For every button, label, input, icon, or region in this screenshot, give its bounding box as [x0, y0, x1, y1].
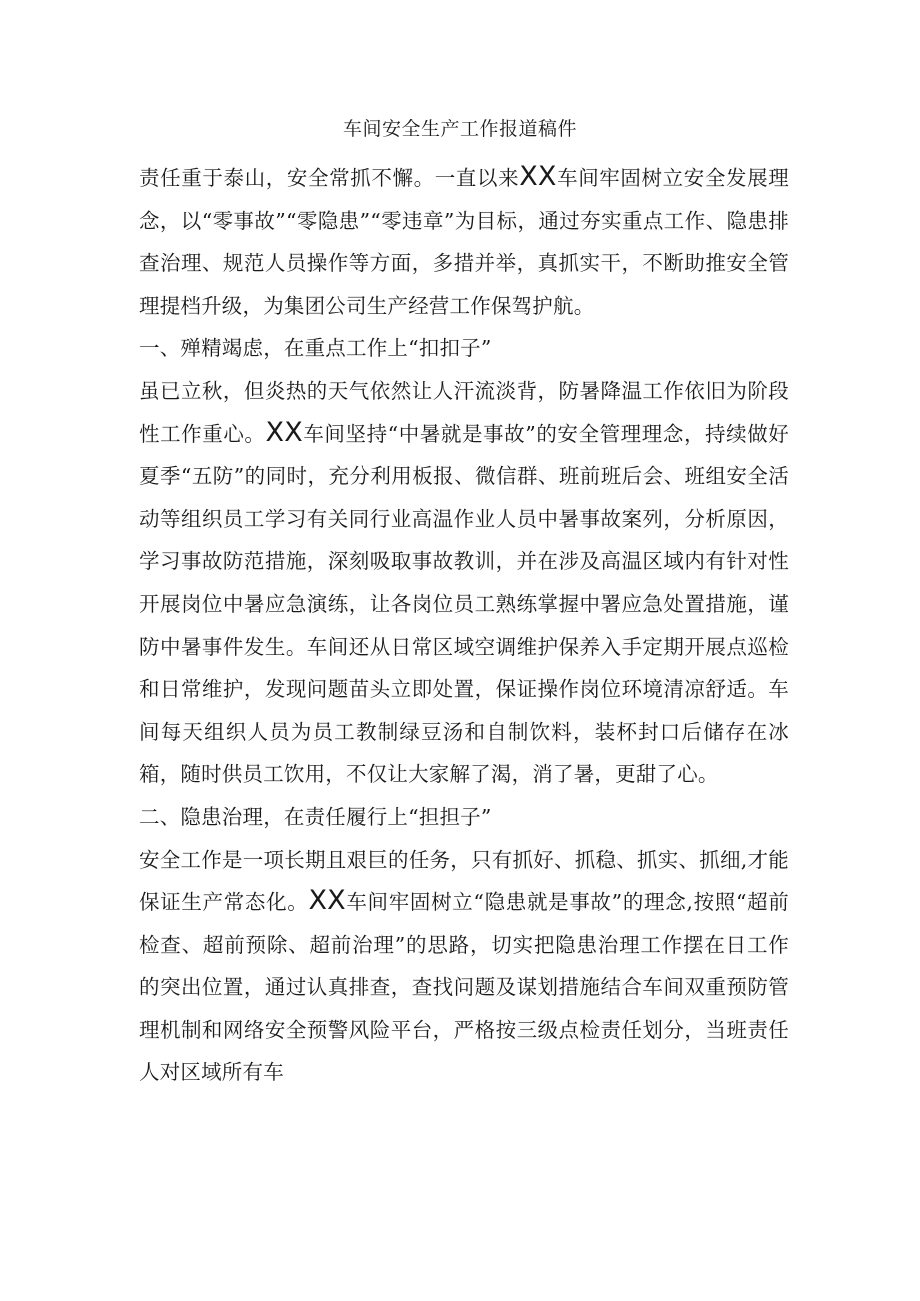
placeholder-xx: XX [519, 161, 557, 192]
document-title: 车间安全生产工作报道稿件 [342, 118, 577, 140]
paragraph-text: 安全工作是一项长期且艰巨的任务，只有抓好、抓稳、抓实、抓细,才能保证生产常态化。 [139, 847, 789, 915]
section-2-paragraph [139, 839, 789, 1095]
document-body [139, 157, 789, 1094]
section-heading-2 [139, 796, 789, 839]
section-1-paragraph [139, 370, 789, 796]
placeholder-xx: XX [265, 416, 303, 448]
placeholder-xx: XX [308, 885, 346, 917]
section-heading-1 [139, 327, 789, 370]
intro-paragraph [139, 157, 789, 327]
paragraph-text: 虽已立秋，但炎热的天气依然让人汗流淡背，防暑降温工作依旧为阶段性工作重心。 [139, 378, 789, 446]
heading-text: 一、殚精竭虑，在重点工作上“扣扣子” [139, 336, 492, 361]
paragraph-text: 车间牢固树立安全发展理念，以“零事故”“零隐患”“零违章”为目标，通过夯实重点工作、隐患排查治理、规范人员操作等方面，多措并举，真抓实干，不断助推安全管理提档升级，为集团公司生产经营工作保驾护航。 [139, 166, 789, 318]
heading-text: 二、隐患治理，在责任履行上“担担子” [139, 804, 492, 829]
paragraph-text: 责任重于泰山，安全常抓不懈。一直以来 [139, 166, 520, 190]
paragraph-text: 车间牢固树立“隐患就是事故”的理念,按照“超前检查、超前预除、超前治理”的思路，切实把隐患治理工作摆在日工作的突出位置，通过认真排查，查找问题及谋划措施结合车间双重预防管理机制和网络安全预警风险平台，严格按三级点检责任划分，当班责任人对区域所有车 [139, 890, 789, 1085]
paragraph-text: 车间坚持“中暑就是事故”的安全管理理念，持续做好夏季“五防”的同时，充分利用板报、微信群、班前班后会、班组安全活动等组织员工学习有关同行业高温作业人员中暑事故案列，分析原因，学习事故防范措施，深刻吸取事故教训，并在涉及高温区域内有针对性开展岗位中暑应急演练，让各岗位员工熟练掌握中署应急处置措施，谨防中暑事件发生。车间还从日常区域空调维护保养入手定期开展点巡检和日常维护，发现问题苗头立即处置，保证操作岗位环境清凉舒适。车间每天组织人员为员工教制绿豆汤和自制饮料，装杯封口后储存在冰箱，随时供员工饮用，不仅让大家解了渴，消了暑，更甜了心。 [139, 421, 789, 787]
